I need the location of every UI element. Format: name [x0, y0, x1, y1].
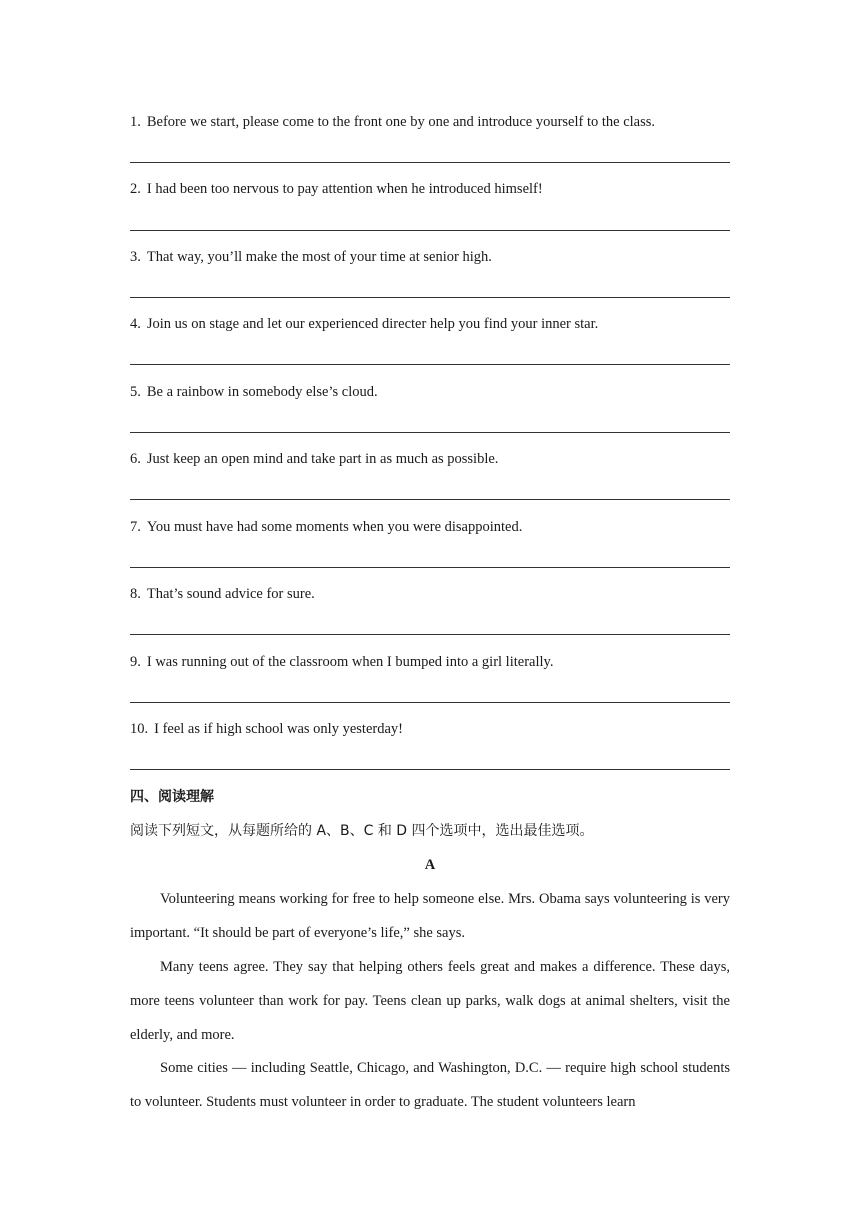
- question-item: [130, 585, 730, 603]
- question-number: 1.: [130, 114, 141, 130]
- passage-label: A: [424, 857, 436, 873]
- question-number: 9.: [130, 654, 141, 670]
- question-text: I was running out of the classroom when I bumped into a girl literally.: [146, 654, 554, 670]
- question-number: 4.: [130, 316, 141, 332]
- question-item: [130, 653, 730, 671]
- question-text: Before we start, please come to the front one by one and introduce yourself to the class.: [146, 114, 656, 130]
- question-number: 5.: [130, 384, 141, 400]
- answer-line[interactable]: [130, 702, 730, 703]
- passage-paragraph: Volunteering means working for free to help someone else. Mrs. Obama says volunteering is very important. “It should be part of everyone’s life,” she says.: [130, 891, 730, 941]
- question-item: [130, 450, 730, 468]
- question-number: 6.: [130, 451, 141, 467]
- question-text: You must have had some moments when you were disappointed.: [146, 519, 523, 535]
- answer-line[interactable]: [130, 499, 730, 500]
- question-item: [130, 383, 730, 401]
- question-text: Join us on stage and let our experienced directer help you find your inner star.: [146, 316, 599, 332]
- question-item: [130, 518, 730, 536]
- answer-line[interactable]: [130, 230, 730, 231]
- question-text: That way, you’ll make the most of your time at senior high.: [146, 249, 492, 265]
- answer-line[interactable]: [130, 432, 730, 433]
- section-instruction: 阅读下列短文，从每题所给的 A、B、C 和 D 四个选项中，选出最佳选项。: [130, 823, 594, 839]
- question-number: 3.: [130, 249, 141, 265]
- question-item: [130, 720, 730, 738]
- question-text: Just keep an open mind and take part in as much as possible.: [146, 451, 499, 467]
- answer-line[interactable]: [130, 567, 730, 568]
- question-item: [130, 315, 730, 333]
- question-text: Be a rainbow in somebody else’s cloud.: [146, 384, 378, 400]
- question-text: That’s sound advice for sure.: [146, 586, 315, 602]
- answer-line[interactable]: [130, 297, 730, 298]
- question-item: [130, 113, 730, 131]
- answer-line[interactable]: [130, 769, 730, 770]
- question-item: [130, 248, 730, 266]
- answer-line[interactable]: [130, 162, 730, 163]
- passage-paragraph: Many teens agree. They say that helping others feels great and makes a difference. These days, more teens volunteer than work for pay. Teens clean up parks, walk dogs at animal shelters, visit the elderly, and more.: [130, 959, 730, 1043]
- question-number: 8.: [130, 586, 141, 602]
- question-number: 10.: [130, 721, 149, 737]
- question-text: I feel as if high school was only yesterday!: [154, 721, 403, 737]
- passage-paragraph: Some cities — including Seattle, Chicago, and Washington, D.C. — require high school students to volunteer. Students must volunteer in order to graduate. The student volunteers learn: [130, 1060, 730, 1110]
- answer-line[interactable]: [130, 364, 730, 365]
- answer-line[interactable]: [130, 634, 730, 635]
- section-title: 四、阅读理解: [130, 789, 214, 805]
- question-number: 7.: [130, 519, 141, 535]
- question-item: [130, 180, 730, 198]
- question-text: I had been too nervous to pay attention when he introduced himself!: [146, 181, 543, 197]
- question-number: 2.: [130, 181, 141, 197]
